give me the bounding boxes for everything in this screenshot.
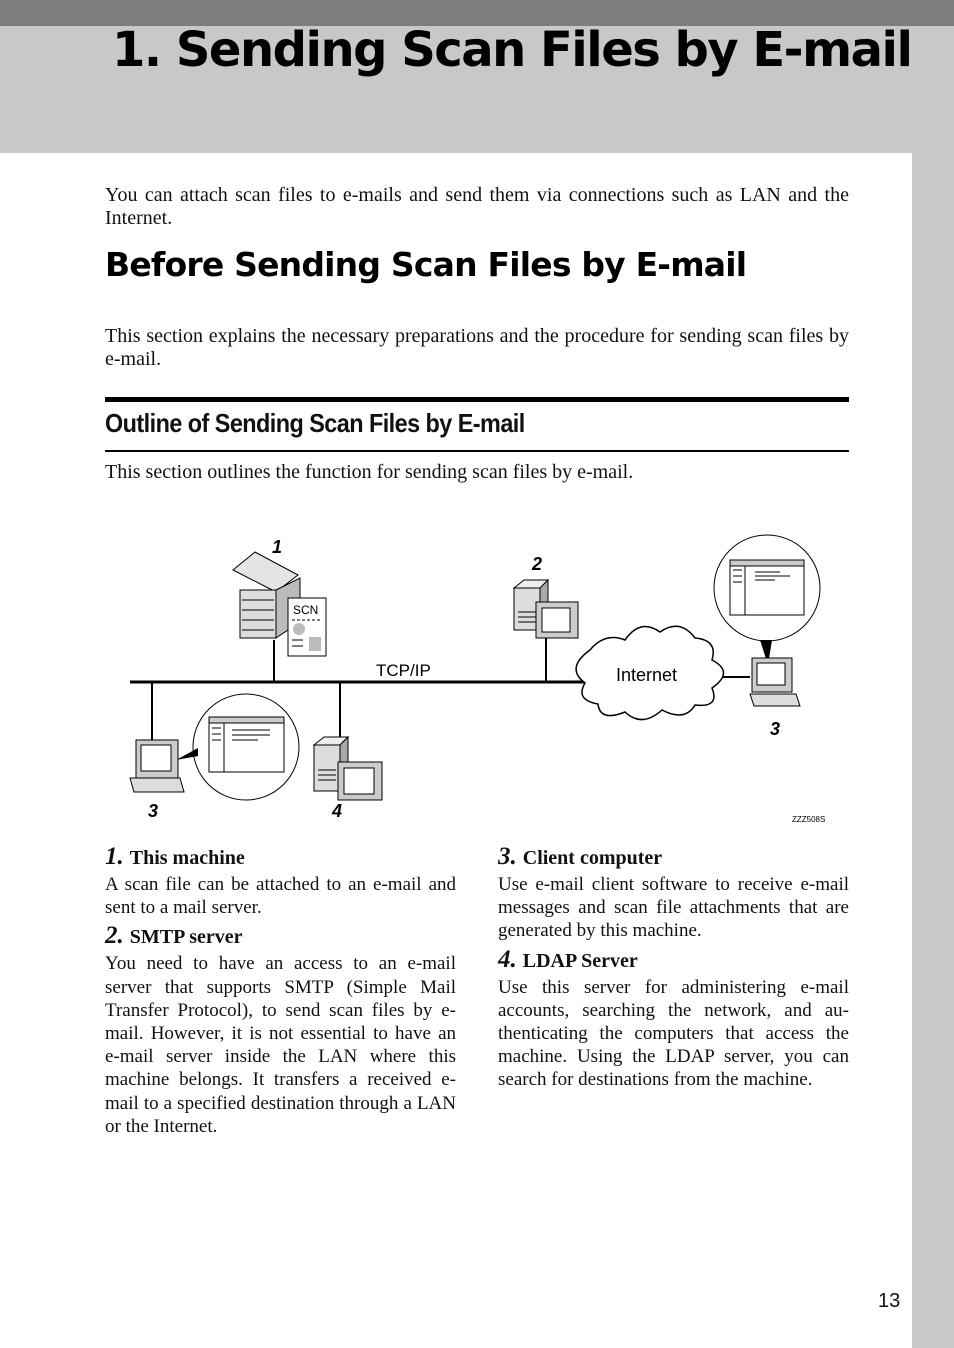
smtp-server-icon — [514, 580, 578, 638]
subsection-paragraph: This section outlines the function for sending scan files by e-mail. — [105, 461, 634, 483]
item-1-body: A scan file can be attached to an e-mail and sent to a mail server. — [105, 874, 456, 919]
callout-3-remote: 3 — [770, 719, 781, 739]
internet-label: Internet — [616, 665, 678, 685]
svg-text:SCN: SCN — [293, 603, 319, 617]
callout-1: 1 — [272, 537, 283, 557]
subsection-top-rule — [105, 397, 849, 402]
subsection-bottom-rule — [105, 450, 849, 452]
item-3-body: Use e-mail client software to receive e-mail messages and scan file attachments that are generated by this machine. — [498, 874, 849, 942]
client-computer-icon-remote — [714, 535, 820, 706]
email-network-diagram — [100, 525, 860, 830]
section-paragraph: This section explains the necessary preparations and the procedure for sending scan files by e-mail. — [105, 325, 849, 370]
item-2-body: You need to have an access to an e-mail server that supports SMTP (Simple Mail Transfer Protocol), to send scan files by e-mail. However, it is not essential to have an e-mail server inside the LAN where this machine belongs. It transfers a received e-mail to a specified destination through a LAN or the Internet. — [105, 953, 456, 1137]
item-3-heading: 3. Client computer — [498, 843, 663, 870]
client-computer-icon-lan — [130, 694, 299, 800]
intro-paragraph: You can attach scan files to e-mails and send them via connections such as LAN and the Internet. — [105, 184, 849, 229]
figure-code: ZZZ508S — [792, 815, 826, 824]
item-1-heading: 1. This machine — [105, 843, 245, 870]
page-edge-tab — [912, 26, 954, 1348]
callout-4: 4 — [332, 801, 343, 821]
tcpip-label: TCP/IP — [376, 661, 431, 680]
callout-3-lan: 3 — [148, 801, 159, 821]
callout-2: 2 — [532, 554, 543, 574]
items-right-column — [498, 842, 849, 1093]
item-4-heading: 4. LDAP Server — [498, 945, 638, 973]
scan-file-icon — [288, 598, 326, 656]
section-title: Before Sending Scan Files by E-mail — [105, 245, 747, 284]
ldap-server-icon — [314, 737, 382, 800]
subsection-title: Outline of Sending Scan Files by E-mail — [105, 408, 525, 438]
chapter-title: 1. Sending Scan Files by E-mail — [112, 22, 912, 78]
item-2-heading: 2. SMTP server — [105, 922, 243, 950]
items-left-column — [105, 842, 456, 1139]
page-number: 13 — [878, 1290, 901, 1312]
item-4-body: Use this server for administering e-mail accounts, searching the network, and authenticating the computers that access the machine. Using the LDAP server, you can search for destinations from the machine. — [498, 976, 849, 1091]
